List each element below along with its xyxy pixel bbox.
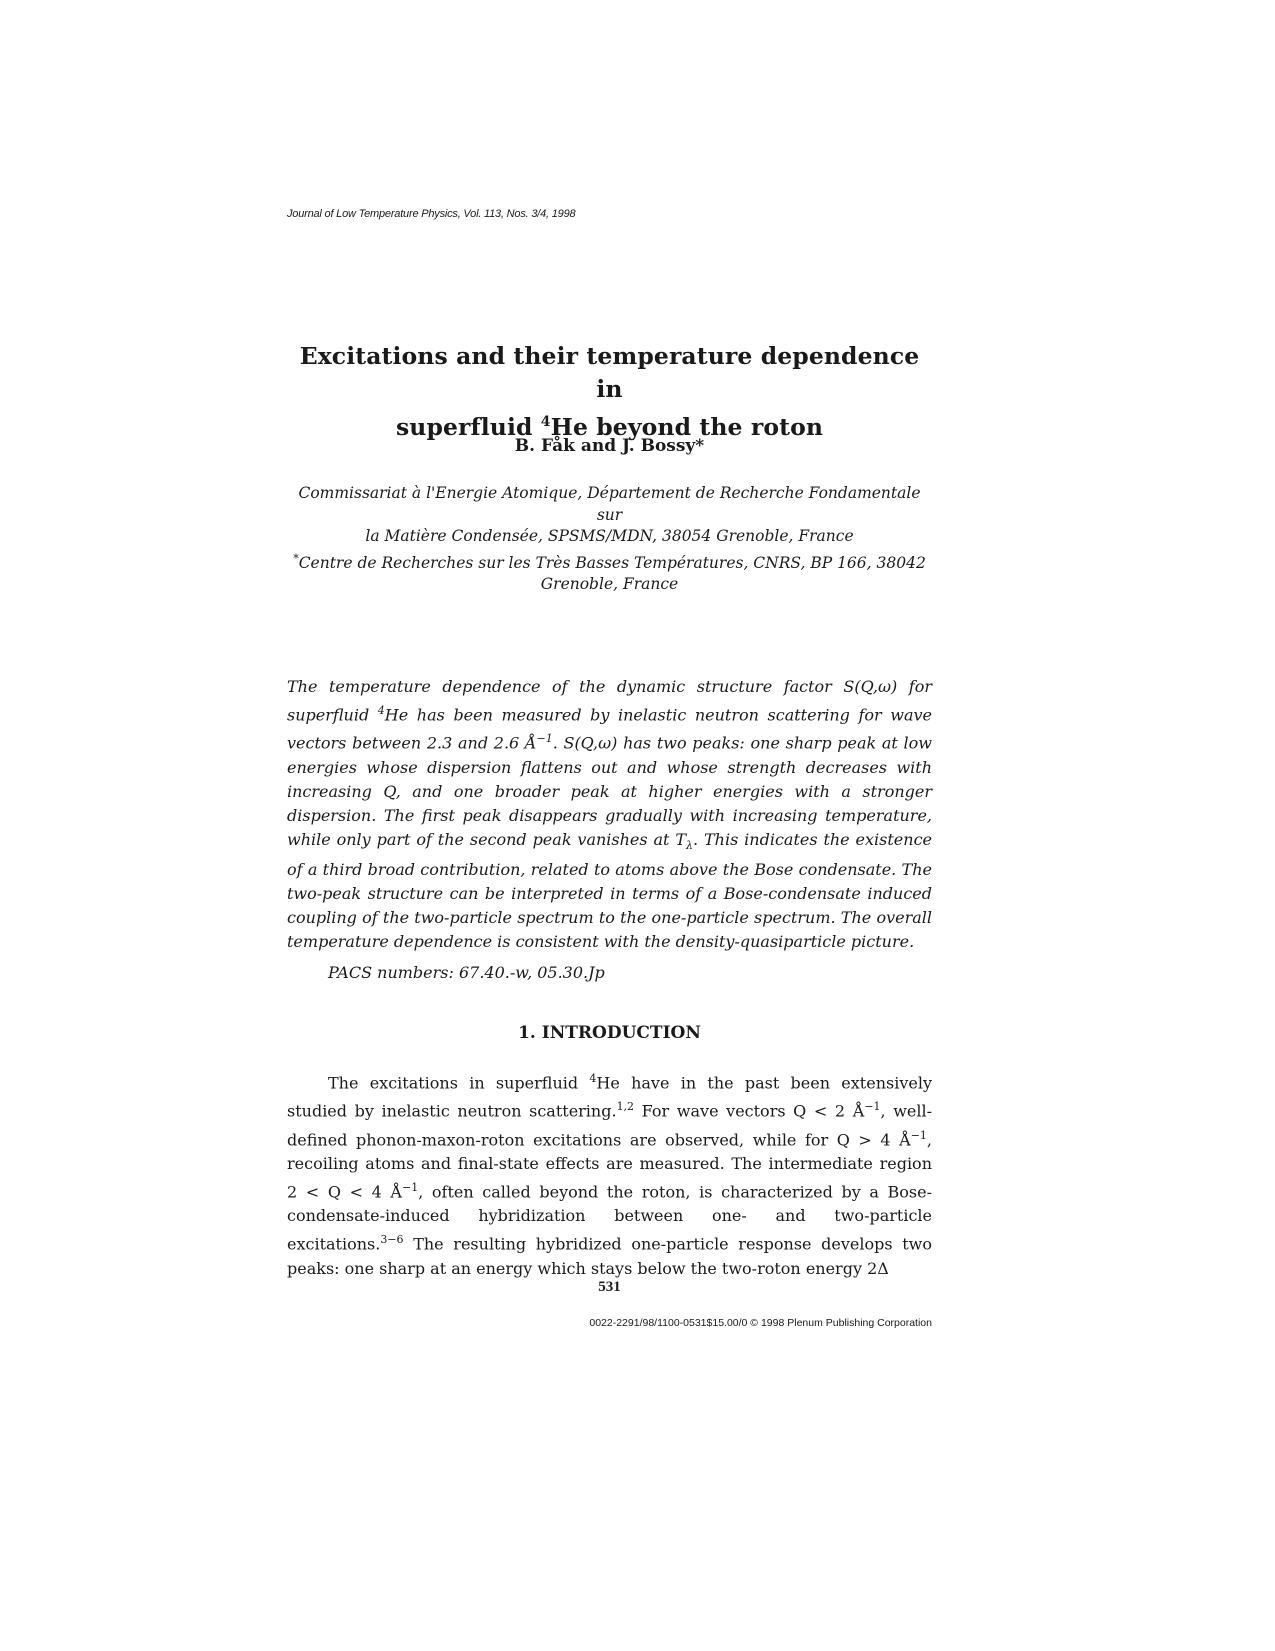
pacs-numbers: PACS numbers: 67.40.-w, 05.30.Jp: [328, 963, 605, 982]
citation-superscript: 1,2: [616, 1100, 635, 1114]
copyright-footer: 0022-2291/98/1100-0531$15.00/0 © 1998 Plenum Publishing Corporation: [589, 1317, 932, 1329]
abstract: [287, 675, 932, 954]
body-text: He have in the past been extensively studied by inelastic neutron scattering.: [287, 1073, 932, 1121]
abstract-text: . This indicates the existence of a third broad contribution, related to atoms above the Bose condensate. The two-peak structure can be interpreted in terms of a Bose-condensate induced coupling of the two-particle spectrum to the one-particle spectrum. The overall temperature dependence is consistent with the density-quasiparticle picture.: [287, 829, 932, 951]
footnote-mark: *: [293, 551, 299, 565]
superscript: −1: [401, 1180, 419, 1194]
affiliations: [287, 483, 932, 596]
superscript: −1: [864, 1100, 881, 1114]
page-number: 531: [598, 1279, 621, 1295]
authors: B. Fåk and J. Bossy*: [514, 436, 705, 456]
affiliation-line: la Matière Condensée, SPSMS/MDN, 38054 Grenoble, France: [365, 527, 854, 545]
citation-superscript: 3−6: [380, 1233, 404, 1247]
body-text: , well-defined phonon-maxon-roton excitations are observed, while for Q > 4 Å: [287, 1101, 933, 1149]
paper-title: [287, 340, 932, 444]
abstract-text: . S(Q,ω) has two peaks: one sharp peak at low energies whose dispersion flattens out and whose strength decreases with increasing Q, and one broader peak at higher energies with a stronger dispersion. The first peak disappears gradually with increasing temperature, while only part of the second peak vanishes at T: [287, 733, 933, 849]
affiliation-line: [287, 548, 932, 575]
superscript: −1: [536, 732, 553, 746]
abstract-text: He has been measured by inelastic neutron scattering for wave vectors between 2.3 and 2.6 Å: [287, 705, 932, 753]
affiliation-line: Grenoble, France: [540, 575, 679, 594]
body-text: For wave vectors Q < 2 Å: [634, 1101, 865, 1121]
superscript: −1: [910, 1128, 927, 1142]
superscript: 4: [589, 1072, 597, 1085]
introduction-paragraph: [287, 1067, 932, 1281]
title-text: superfluid: [395, 412, 541, 441]
superscript: 4: [377, 704, 385, 717]
section-heading: 1. INTRODUCTION: [518, 1023, 701, 1043]
body-text: , recoiling atoms and final-state effects are measured. The intermediate region 2 < Q < 4 Å: [287, 1129, 932, 1202]
affiliation-line: Commissariat à l'Energie Atomique, Département de Recherche Fondamentale sur: [298, 484, 921, 524]
body-text: The resulting hybridized one-particle response develops two peaks: one sharp at an energy which stays below the two-roton energy 2Δ: [287, 1234, 932, 1278]
journal-citation: Journal of Low Temperature Physics, Vol. 113, Nos. 3/4, 1998: [287, 208, 576, 220]
subscript: λ: [686, 838, 693, 852]
body-text: , often called beyond the roton, is characterized by a Bose-condensate-induced hybridization between one- and two-particle excitations.: [287, 1182, 932, 1254]
abstract-text: The temperature dependence of the dynamic structure factor S(Q,ω) for superfluid: [287, 677, 932, 725]
isotope-superscript: 4: [540, 414, 551, 430]
title-line-1: Excitations and their temperature dependence in: [299, 342, 920, 403]
title-text: He beyond the roton: [550, 412, 824, 441]
body-text: The excitations in superfluid: [328, 1073, 590, 1093]
affiliation-text: Centre de Recherches sur les Très Basses Températures, CNRS, BP 166, 38042: [298, 553, 926, 572]
